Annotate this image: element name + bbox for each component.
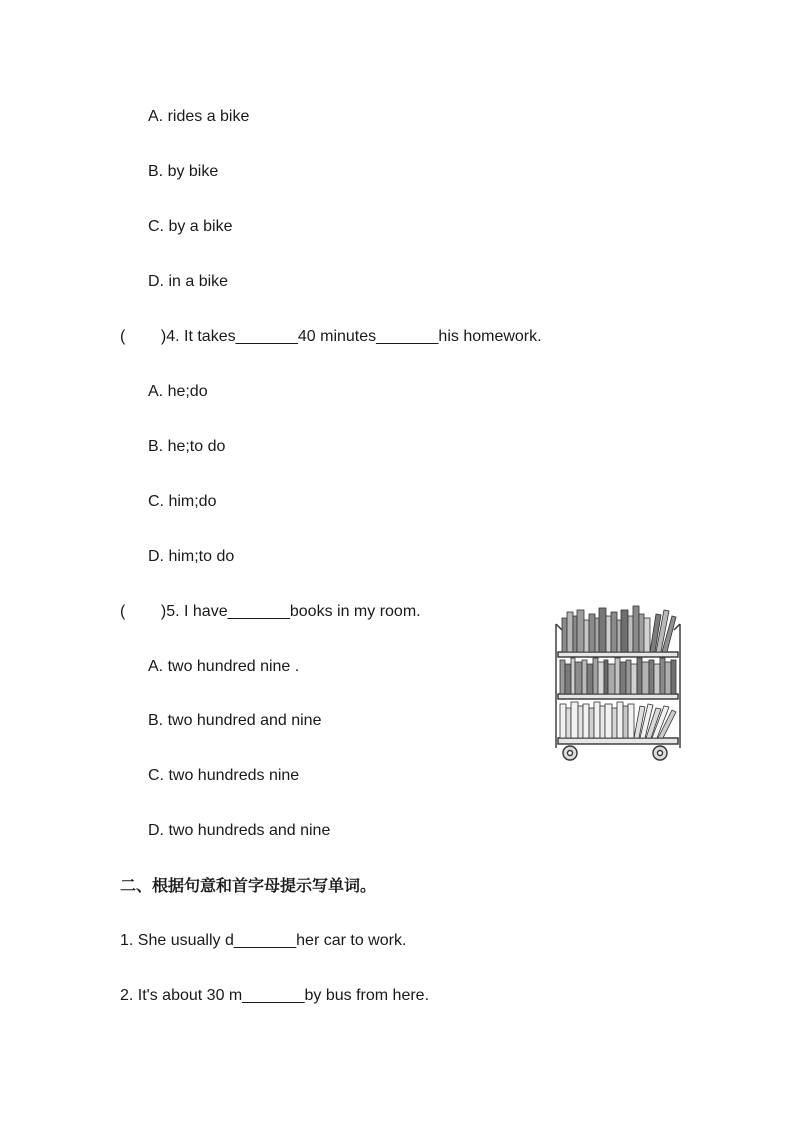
section-2-item-1: 1. She usually d_______her car to work. [120,932,407,949]
q3-option-a: A. rides a bike [148,108,250,125]
q3-option-c: C. by a bike [148,218,233,235]
q4-option-c: C. him;do [148,493,217,510]
q5-option-a: A. two hundred nine . [148,658,300,675]
section-2-heading: 二、根据句意和首字母提示写单词。 [120,876,377,895]
section-2-item-2: 2. It's about 30 m_______by bus from here. [120,987,430,1004]
q5-option-d: D. two hundreds and nine [148,822,331,839]
q5-option-c: C. two hundreds nine [148,767,300,784]
q4-stem: ( )4. It takes_______40 minutes_______his homework. [120,328,542,345]
q4-option-b: B. he;to do [148,438,226,455]
bookshelf-cart-icon [548,602,688,764]
q3-option-b: B. by bike [148,163,219,180]
q4-option-a: A. he;do [148,383,208,400]
q5-option-b: B. two hundred and nine [148,712,322,729]
q4-option-d: D. him;to do [148,548,235,565]
q5-stem: ( )5. I have_______books in my room. [120,603,421,620]
q3-option-d: D. in a bike [148,273,229,290]
